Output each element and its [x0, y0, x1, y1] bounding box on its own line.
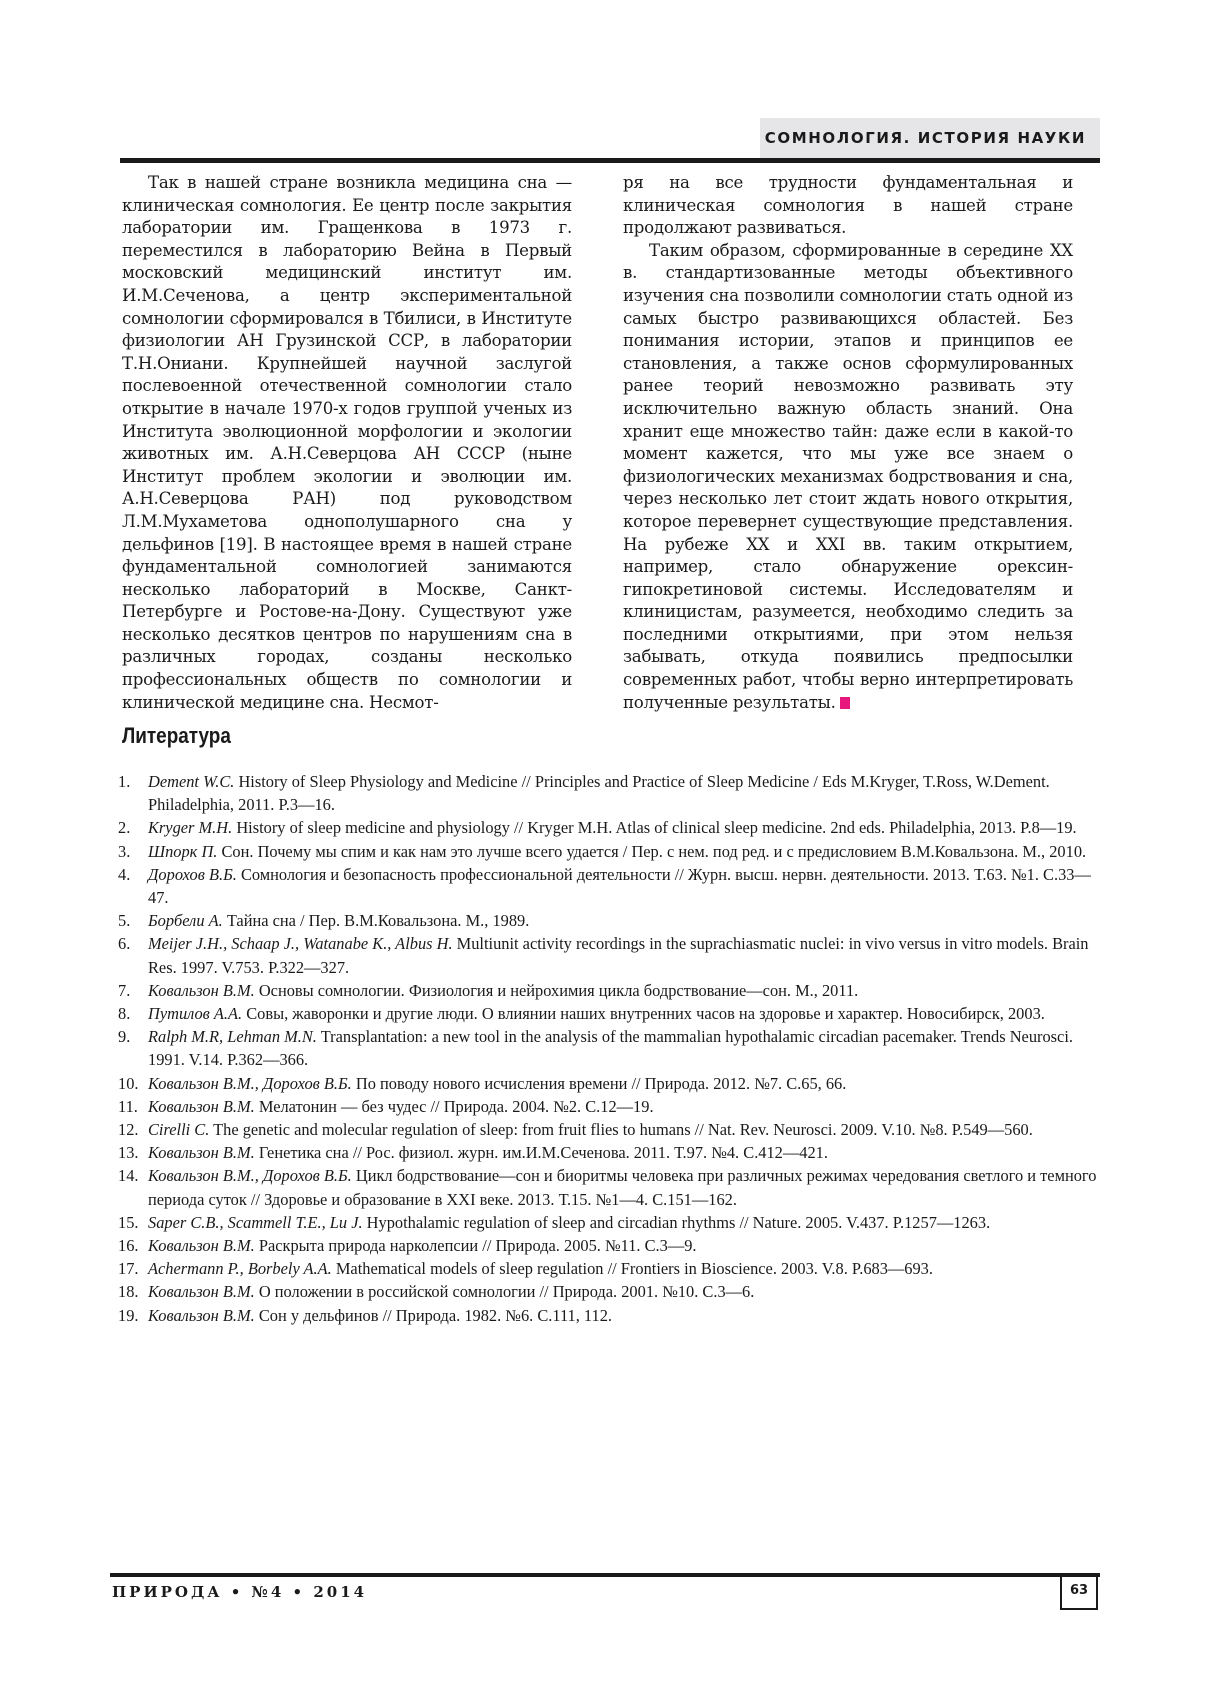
reference-number: 4.: [118, 864, 131, 884]
reference-item: [118, 932, 1108, 978]
page-number: 63: [1060, 1573, 1098, 1610]
reference-item: [118, 816, 1108, 839]
reference-authors: Saper C.B., Scammell T.E., Lu J.: [148, 1212, 363, 1232]
reference-text: Multiunit activity recordings in the suprachiasmatic nuclei: in vivo versus in vitro models. Brain Res. 1997. V.753. P.322—327.: [148, 934, 1089, 977]
reference-authors: Ковальзон В.М.: [148, 1096, 255, 1116]
reference-authors: Шпорк П.: [148, 841, 218, 861]
reference-item: [118, 1304, 1108, 1327]
reference-text: Цикл бодрствование—сон и биоритмы человека при различных режимах чередования светлого и темного периода суток // Здоровье и образование в XXI веке. 2013. Т.15. №1—4. С.151—162.: [148, 1166, 1097, 1209]
left-text-column: [122, 172, 572, 714]
reference-item: [118, 909, 1108, 932]
references-heading: Литература: [122, 723, 231, 748]
reference-item: [118, 1095, 1108, 1118]
reference-text: Раскрыта природа нарколепсии // Природа. 2005. №11. С.3—9.: [254, 1236, 697, 1256]
reference-authors: Cirelli C.: [148, 1120, 210, 1140]
reference-item: [118, 1141, 1108, 1164]
reference-item: [118, 1211, 1108, 1234]
reference-item: [118, 840, 1108, 863]
reference-item: [118, 1280, 1108, 1303]
reference-number: 10.: [118, 1073, 139, 1093]
body-paragraph: Так в нашей стране возникла медицина сна — клиническая сомнология. Ее центр после закрытия лаборатории им. Гращенкова в 1973 г. переместился в лабораторию Вейна в Первый московский медицинский институт им. И.М.Сеченова, а центр экспериментальной сомнологии сформировался в Тбилиси, в Институте физиологии АН Грузинской ССР, в лаборатории Т.Н.Ониани. Крупнейшей научной заслугой послевоенной отечественной сомнологии стало открытие в начале 1970-х годов группой ученых из Института эволюционной морфологии и экологии животных им. А.Н.Северцова АН СССР (ныне Институт проблем экологии и эволюции им. А.Н.Северцова РАН) под руководством Л.М.Мухаметова однополушарного сна у дельфинов [19]. В настоящее время в нашей стране фундаментальной сомнологией занимаются несколько лабораторий в Москве, Санкт-Петербурге и Ростове-на-Дону. Существуют уже несколько десятков центров по нарушениям сна в различных городах, созданы несколько профессиональных обществ по сомнологии и клинической медицине сна. Несмот-: [122, 173, 572, 712]
reference-authors: Борбели А.: [148, 911, 223, 931]
reference-text: The genetic and molecular regulation of sleep: from fruit flies to humans // Nat. Rev. Neurosci. 2009. V.10. №8. P.549—560.: [209, 1120, 1033, 1140]
reference-number: 7.: [118, 980, 131, 1000]
reference-authors: Дорохов В.Б.: [148, 864, 237, 884]
reference-item: [118, 863, 1108, 909]
reference-authors: Путилов А.А.: [148, 1004, 243, 1024]
top-rule: [120, 158, 1100, 163]
reference-authors: Ковальзон В.М.: [148, 1305, 255, 1325]
reference-item: [118, 979, 1108, 1002]
reference-number: 15.: [118, 1212, 139, 1232]
reference-number: 6.: [118, 934, 131, 954]
reference-item: [118, 1118, 1108, 1141]
reference-text: History of sleep medicine and physiology // Kryger M.H. Atlas of clinical sleep medicine. 2nd eds. Philadelphia, 2013. P.8—19.: [232, 818, 1077, 838]
reference-item: [118, 1257, 1108, 1280]
reference-authors: Dement W.C.: [148, 772, 235, 791]
reference-item: [118, 1002, 1108, 1025]
reference-authors: Ковальзон В.М.: [148, 1282, 255, 1302]
reference-text: Сон. Почему мы спим и как нам это лучше всего удается / Пер. с нем. под ред. и с предисловием В.М.Ковальзона. М., 2010.: [217, 841, 1087, 861]
reference-text: Генетика сна // Рос. физиол. журн. им.И.М.Сеченова. 2011. Т.97. №4. С.412—421.: [254, 1143, 828, 1163]
reference-text: Сон у дельфинов // Природа. 1982. №6. С.111, 112.: [254, 1305, 612, 1325]
reference-item: [118, 1234, 1108, 1257]
final-paragraph-text: Таким образом, сформированные в середине XX в. стандартизованные методы объективного изучения сна позволили сомнологии стать одной из самых быстро развивающихся областей. Без понимания истории, этапов и принципов ее становления, а также основ сформулированных ранее теорий невозможно развивать эту исключительно важную область знаний. Она хранит еще множество тайн: даже если в какой-то момент кажется, что мы уже все знаем о физиологических механизмах бодрствования и сна, через несколько лет стоит ждать нового открытия, которое перевернет существующие представления. На рубеже XX и XXI вв. таким открытием, например, стало обнаружение орексин-гипокретиновой системы. Исследователям и клиницистам, разумеется, необходимо следить за последними открытиями, при этом нельзя забывать, откуда появились предпосылки современных работ, чтобы верно интерпретировать полученные результаты.: [623, 240, 1073, 712]
reference-authors: Ковальзон В.М.: [148, 980, 255, 1000]
reference-text: Hypothalamic regulation of sleep and circadian rhythms // Nature. 2005. V.437. P.1257—1263.: [362, 1212, 991, 1232]
reference-authors: Meijer J.H., Schaap J., Watanabe K., Albus H.: [148, 934, 453, 954]
reference-number: 18.: [118, 1282, 139, 1302]
reference-authors: Ковальзон В.М.: [148, 1143, 255, 1163]
body-paragraph-final: [623, 240, 1073, 714]
references-list: [118, 770, 1108, 1327]
reference-item: [118, 1164, 1108, 1210]
reference-number: 16.: [118, 1236, 139, 1256]
reference-number: 12.: [118, 1120, 139, 1140]
end-of-article-mark-icon: [840, 697, 850, 709]
reference-number: 9.: [118, 1027, 131, 1047]
reference-number: 2.: [118, 818, 131, 838]
reference-number: 17.: [118, 1259, 139, 1279]
reference-number: 13.: [118, 1143, 139, 1163]
reference-text: Transplantation: a new tool in the analysis of the mammalian hypothalamic circadian pacemaker. Trends Neurosci. 1991. V.14. P.362—366.: [148, 1027, 1073, 1070]
reference-text: History of Sleep Physiology and Medicine // Principles and Practice of Sleep Medicine / Eds M.Kryger, T.Ross, W.Dement. Philadelphia, 2011. P.3—16.: [148, 772, 1050, 815]
reference-authors: Ковальзон В.М., Дорохов В.Б.: [148, 1073, 352, 1093]
bottom-rule: [110, 1573, 1100, 1577]
reference-text: Сомнология и безопасность профессиональной деятельности // Журн. высш. нервн. деятельности. 2013. Т.63. №1. С.33—47.: [148, 864, 1091, 908]
reference-item: [118, 1072, 1108, 1095]
reference-authors: Achermann P., Borbely A.A.: [148, 1259, 332, 1279]
reference-number: 14.: [118, 1166, 139, 1186]
reference-number: 1.: [118, 772, 131, 791]
section-title: СОМНОЛОГИЯ. ИСТОРИЯ НАУКИ: [764, 129, 1086, 147]
reference-authors: Ralph M.R, Lehman M.N.: [148, 1027, 317, 1047]
body-paragraph: ря на все трудности фундаментальная и клиническая сомнология в нашей стране продолжают развиваться.: [623, 173, 1073, 238]
reference-text: Тайна сна / Пер. В.М.Ковальзона. М., 1989.: [222, 911, 530, 931]
right-text-column: [623, 172, 1073, 714]
reference-number: 8.: [118, 1004, 131, 1024]
reference-authors: Ковальзон В.М., Дорохов В.Б.: [148, 1166, 352, 1186]
reference-item: [118, 1025, 1108, 1071]
reference-number: 3.: [118, 841, 131, 861]
reference-number: 19.: [118, 1305, 139, 1325]
reference-text: Mathematical models of sleep regulation // Frontiers in Bioscience. 2003. V.8. P.683—693.: [331, 1259, 933, 1279]
reference-text: Мелатонин — без чудес // Природа. 2004. №2. С.12—19.: [254, 1096, 654, 1116]
reference-authors: Ковальзон В.М.: [148, 1236, 255, 1256]
reference-text: Основы сомнологии. Физиология и нейрохимия цикла бодрствование—сон. М., 2011.: [254, 980, 859, 1000]
section-header-tab: [760, 118, 1100, 159]
reference-text: Совы, жаворонки и другие люди. О влиянии наших внутренних часов на здоровье и характер. Новосибирск, 2003.: [242, 1004, 1045, 1024]
journal-footer: ПРИРОДА • №4 • 2014: [112, 1583, 368, 1601]
reference-number: 11.: [118, 1096, 138, 1116]
reference-text: О положении в российской сомнологии // Природа. 2001. №10. С.3—6.: [254, 1282, 755, 1302]
reference-text: По поводу нового исчисления времени // Природа. 2012. №7. С.65, 66.: [351, 1073, 847, 1093]
reference-item: [118, 770, 1108, 816]
reference-authors: Kryger M.H.: [148, 818, 233, 838]
reference-number: 5.: [118, 911, 131, 931]
